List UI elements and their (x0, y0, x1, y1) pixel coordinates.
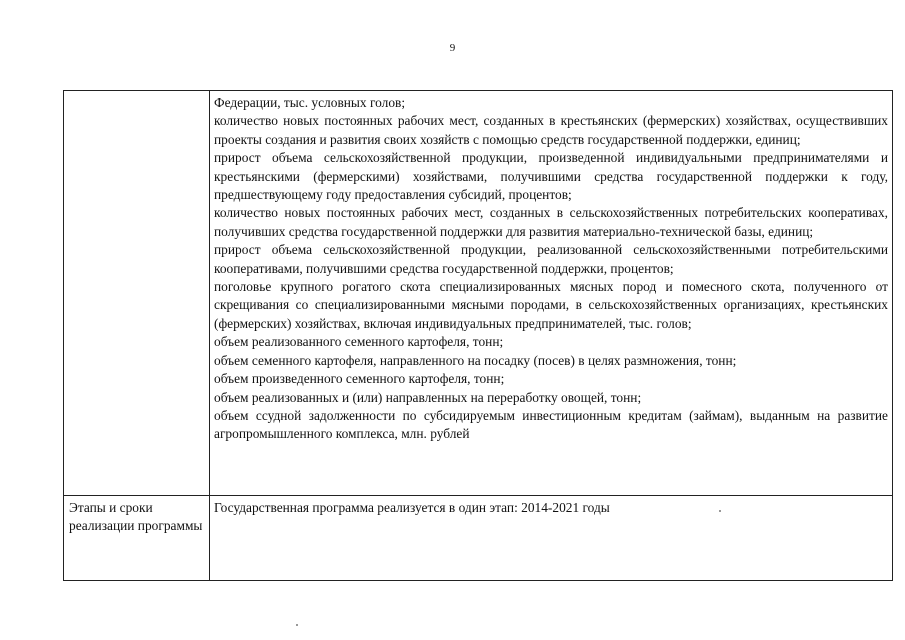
indicator-paragraph: количество новых постоянных рабочих мест, созданных в крестьянских (фермерских) хозяйствах, осуществивших проекты создания и развития своих хозяйств с помощью средств государственной поддержки, единиц; (214, 113, 888, 147)
indicator-paragraph: объем семенного картофеля, направленного на посадку (посев) в целях размножения, тонн; (214, 352, 737, 368)
indicator-paragraph: прирост объема сельскохозяйственной продукции, произведенной индивидуальными предпринимателями и крестьянскими (фермерскими) хозяйствами, получившими средства государственной поддержки к году, предшествующему году предоставления субсидий, процентов; (214, 150, 888, 203)
indicator-paragraph: количество новых постоянных рабочих мест, созданных в сельскохозяйственных потребительских кооперативах, получивших средства государственной поддержки для развития материально-технической базы, единиц; (214, 205, 888, 239)
indicator-paragraph: Федерации, тыс. условных голов; (214, 95, 406, 110)
indicator-paragraph: объем ссудной задолженности по субсидируемым инвестиционным кредитам (займам), выданным на развитие агропромышленного комплекса, млн. рублей (214, 407, 888, 442)
column-divider (209, 91, 210, 580)
stages-value-cell: Государственная программа реализуется в один этап: 2014-2021 годы (214, 500, 610, 515)
page-number: 9 (449, 42, 456, 54)
indicator-paragraph: объем реализованного семенного картофеля, тонн; (214, 334, 504, 350)
indicators-cell (214, 94, 888, 444)
stages-label-cell: Этапы и сроки реализации программы (69, 500, 203, 534)
row-divider (64, 495, 892, 496)
indicator-paragraph: объем произведенного семенного картофеля, тонн; (214, 371, 505, 387)
indicator-paragraph: объем реализованных и (или) направленных на переработку овощей, тонн; (214, 389, 642, 405)
scan-speck (719, 510, 721, 512)
program-passport-table (63, 90, 893, 581)
scan-speck (296, 624, 298, 626)
indicator-paragraph: прирост объема сельскохозяйственной продукции, реализованной сельскохозяйственными потребительскими кооперативами, получившими средства государственной поддержки, процентов; (214, 242, 888, 276)
indicator-paragraph: поголовье крупного рогатого скота специализированных мясных пород и помесного скота, полученного от скрещивания со специализированными мясными породами, в сельскохозяйственных организациях, крестьянских (фермерских) хозяйствах, включая индивидуальных предпринимателей, тыс. голов; (214, 279, 888, 331)
